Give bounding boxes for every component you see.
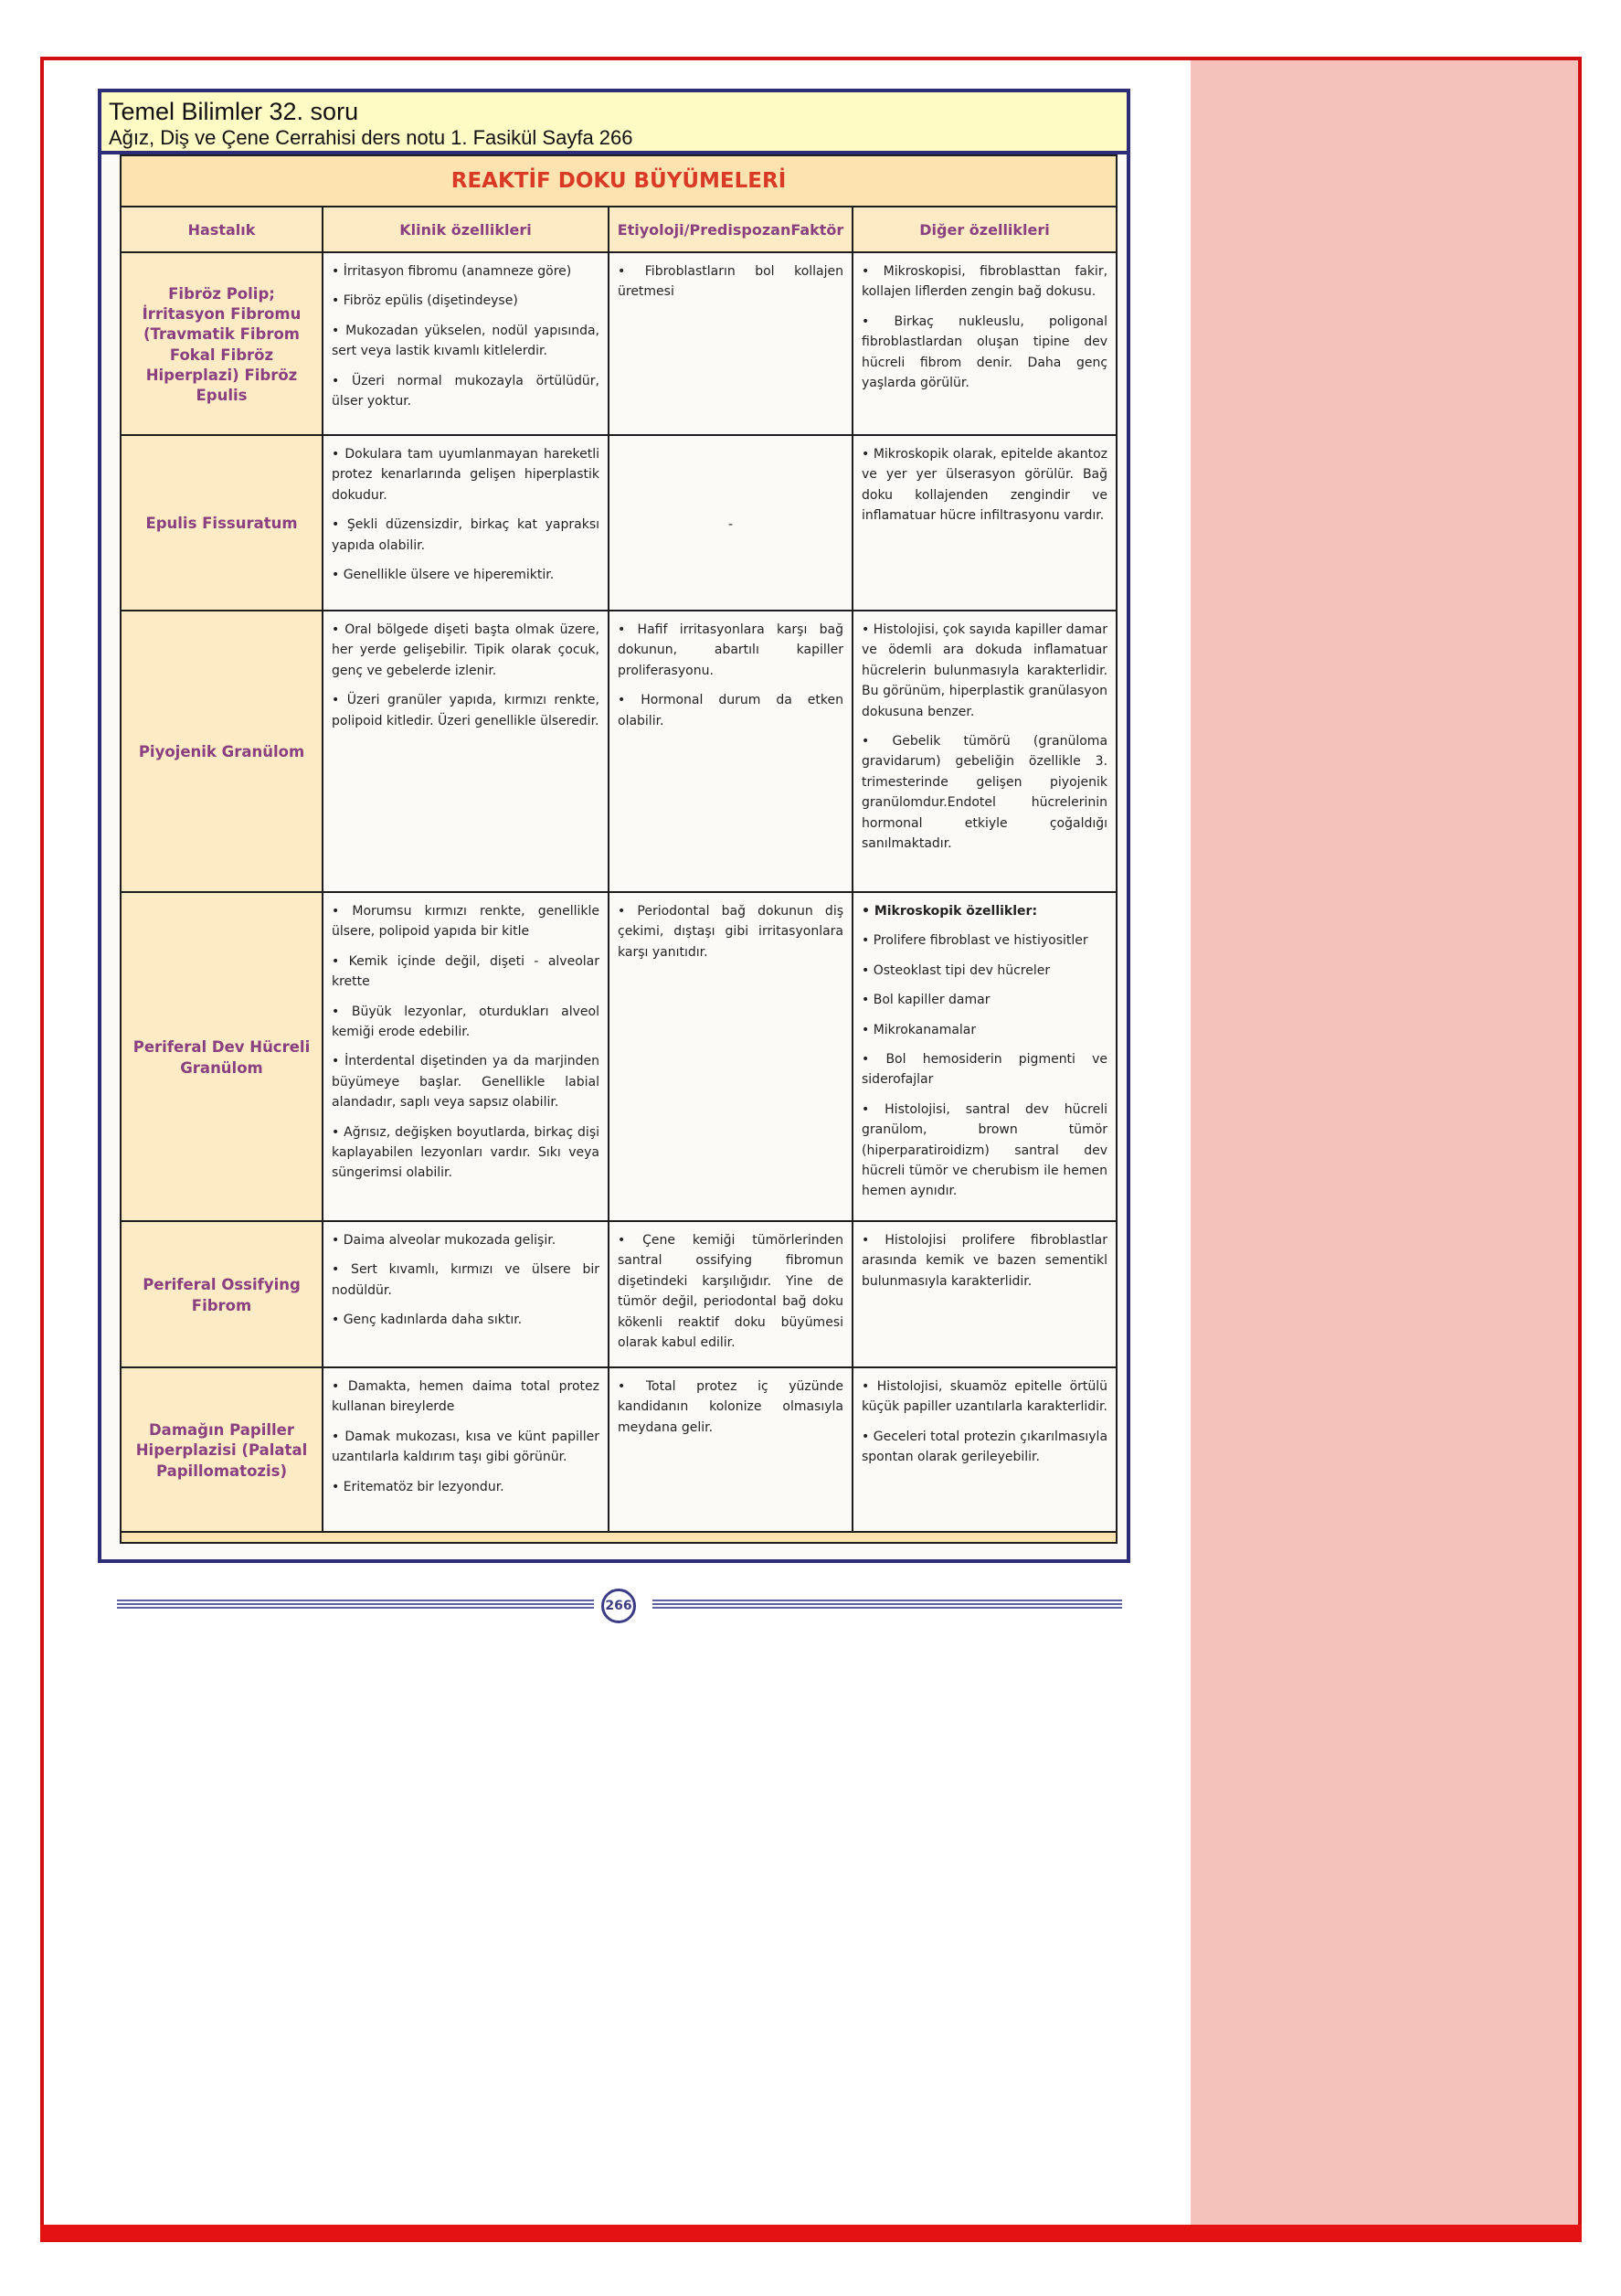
disease-name: Epulis Fissuratum [121, 435, 323, 611]
clinical-item: • Fibröz epülis (dişetindeyse) [332, 293, 518, 309]
etiology-item: • Çene kemiği tümörlerinden santral ossifying fibromun dişetindeki karşılığıdır. Yine de tümör değil, periodontal bağ doku kökenli reaktif doku büyümesi olarak kabul edilir. [618, 1233, 843, 1350]
table-row [121, 892, 1117, 1221]
etiology-cell: - [609, 435, 853, 611]
column-header: Etiyoloji/PredispozanFaktör [609, 207, 853, 252]
other-item: • Mikroskopisi, fibroblasttan fakir, kollajen liflerden zengin bağ dokusu. [862, 264, 1108, 300]
clinical-item: • Sert kıvamlı, kırmızı ve ülsere bir nodüldür. [332, 1262, 599, 1298]
other-item: • Bol kapiller damar [862, 993, 991, 1008]
disease-name: Periferal Dev Hücreli Granülom [121, 892, 323, 1221]
clinical-item: • İnterdental dişetinden ya da marjinden büyümeye başlar. Genellikle labial alandadır, saplı veya sapsız olabilir. [332, 1054, 599, 1111]
disease-name: Damağın Papiller Hiperplazisi (Palatal Papillomatozis) [121, 1367, 323, 1532]
other-item: • Mikrokanamalar [862, 1022, 977, 1037]
table-row [121, 252, 1117, 435]
other-item: • Gebelik tümörü (granüloma gravidarum) gebeliğin özellikle 3. trimesterinde gelişen piyojenik granülomdur.Endotel hücrelerinin hormonal etkiyle çoğaldığı sanılmaktadır. [862, 733, 1108, 851]
clinical-cell [323, 1221, 609, 1367]
clinical-item: • Şekli düzensizdir, birkaç kat yapraksı yapıda olabilir. [332, 517, 599, 553]
other-cell [853, 252, 1117, 435]
etiology-item: • Hormonal durum da etken olabilir. [618, 693, 843, 728]
table-row [121, 611, 1117, 892]
clinical-item: • Damakta, hemen daima total protez kullanan bireylerde [332, 1379, 599, 1415]
disease-name: Fibröz Polip; İrritasyon Fibromu (Travmatik Fibrom Fokal Fibröz Hiperplazi) Fibröz Epulis [121, 252, 323, 435]
question-title: Temel Bilimler 32. soru [109, 98, 359, 125]
other-item: • Histolojisi, çok sayıda kapiller damar ve ödemli ara dokuda inflamatuar hücrelerin bulunmasıyla karakterlidir. Bu görünüm, hiperplastik granülasyon dokusuna benzer. [862, 622, 1108, 719]
other-item: • Geceleri total protezin çıkarılmasıyla spontan olarak gerileyebilir. [862, 1429, 1108, 1465]
clinical-cell [323, 611, 609, 892]
table-row [121, 1221, 1117, 1367]
clinical-item: • Kemik içinde değil, dişeti - alveolar krette [332, 953, 599, 990]
other-item: • Bol hemosiderin pigmenti ve siderofajlar [862, 1051, 1108, 1088]
table-footer-band [121, 1532, 1117, 1543]
clinical-item: • Üzeri granüler yapıda, kırmızı renkte, polipoid kitledir. Üzeri genellikle ülseredir. [332, 693, 599, 728]
other-item: • Prolifere fibroblast ve histiyositler [862, 933, 1088, 949]
clinical-item: • Büyük lezyonlar, oturdukları alveol kemiği erode edebilir. [332, 1004, 599, 1039]
page-number: 266 [601, 1589, 636, 1623]
clinical-item: • Genellikle ülsere ve hiperemiktir. [332, 567, 555, 582]
other-item: • Osteoklast tipi dev hücreler [862, 962, 1051, 978]
other-item: • Mikroskopik olarak, epitelde akantoz ve yer yer ülserasyon görülür. Bağ doku kollajenden zengindir ve inflamatuar hücre infiltrasyonu vardır. [862, 447, 1108, 524]
question-source: Ağız, Diş ve Çene Cerrahisi ders notu 1. Fasikül Sayfa 266 [109, 126, 633, 149]
column-header: Klinik özellikleri [323, 207, 609, 252]
other-cell [853, 1221, 1117, 1367]
etiology-cell [609, 252, 853, 435]
reactive-tissue-table [120, 154, 1118, 1544]
table-row [121, 1367, 1117, 1532]
clinical-item: • Eritematöz bir lezyondur. [332, 1479, 504, 1494]
clinical-item: • Mukozadan yükselen, nodül yapısında, sert veya lastik kıvamlı kitlelerdir. [332, 323, 599, 359]
page-number-bar [117, 1589, 1122, 1621]
decorative-rule-right [652, 1600, 1122, 1610]
other-item: • Birkaç nukleuslu, poligonal fibroblastlardan oluşan tipine dev hücreli fibrom denir. Daha genç yaşlarda görülür. [862, 314, 1108, 390]
disease-name: Piyojenik Granülom [121, 611, 323, 892]
etiology-item: • Hafif irritasyonlara karşı bağ dokunun, abartılı kapiller proliferasyonu. [618, 622, 843, 678]
bottom-bar [40, 2225, 1582, 2241]
clinical-item: • Oral bölgede dişeti başta olmak üzere, her yerde gelişebilir. Tipik olarak çocuk, genç ve gebelerde izlenir. [332, 622, 599, 678]
other-item: • Histolojisi, skuamöz epitelle örtülü küçük papiller uzantılarla karakterlidir. [862, 1379, 1108, 1415]
clinical-cell [323, 892, 609, 1221]
clinical-item: • Dokulara tam uyumlanmayan hareketli protez kenarlarında gelişen hiperplastik dokudur. [332, 447, 599, 503]
clinical-item: • Daima alveolar mukozada gelişir. [332, 1233, 556, 1248]
etiology-cell [609, 892, 853, 1221]
clinical-item: • Morumsu kırmızı renkte, genellikle ülsere, polipoid yapıda bir kitle [332, 904, 599, 940]
other-item: • Histolojisi, santral dev hücreli granülom, brown tümör (hiperparatiroidizm) santral dev hücreli tümör ve cherubism ile hemen hemen aynıdır. [862, 1101, 1108, 1199]
table-title: REAKTİF DOKU BÜYÜMELERİ [121, 155, 1117, 207]
other-cell [853, 611, 1117, 892]
table-row [121, 435, 1117, 611]
etiology-cell [609, 1367, 853, 1532]
other-item: • Histolojisi prolifere fibroblastlar arasında kemik ve bazen sementikl bulunmasıyla karakterlidir. [862, 1233, 1108, 1289]
etiology-item: • Periodontal bağ dokunun diş çekimi, dıştaşı gibi irritasyonlara karşı yanıtıdır. [618, 904, 843, 960]
question-header [98, 89, 1130, 154]
clinical-cell [323, 252, 609, 435]
column-header: Hastalık [121, 207, 323, 252]
column-header: Diğer özellikleri [853, 207, 1117, 252]
other-cell [853, 892, 1117, 1221]
other-cell [853, 435, 1117, 611]
clinical-item: • Damak mukozası, kısa ve künt papiller uzantılarla kaldırım taşı gibi görünür. [332, 1429, 599, 1465]
etiology-item: • Fibroblastların bol kollajen üretmesi [618, 264, 843, 300]
clinical-cell [323, 435, 609, 611]
clinical-item: • Genç kadınlarda daha sıktır. [332, 1313, 523, 1328]
other-item: • Mikroskopik özellikler: [862, 904, 1038, 919]
clinical-item: • İrritasyon fibromu (anamneze göre) [332, 264, 572, 279]
clinical-cell [323, 1367, 609, 1532]
etiology-item: • Total protez iç yüzünde kandidanın kolonize olmasıyla meydana gelir. [618, 1379, 843, 1435]
clinical-item: • Üzeri normal mukozayla örtülüdür, ülser yoktur. [332, 373, 599, 409]
clinical-item: • Ağrısız, değişken boyutlarda, birkaç dişi kaplayabilen lezyonları vardır. Sıkı veya süngerimsi olabilir. [332, 1124, 599, 1181]
other-cell [853, 1367, 1117, 1532]
disease-name: Periferal Ossifying Fibrom [121, 1221, 323, 1367]
etiology-cell [609, 611, 853, 892]
etiology-cell [609, 1221, 853, 1367]
decorative-rule-left [117, 1600, 594, 1610]
